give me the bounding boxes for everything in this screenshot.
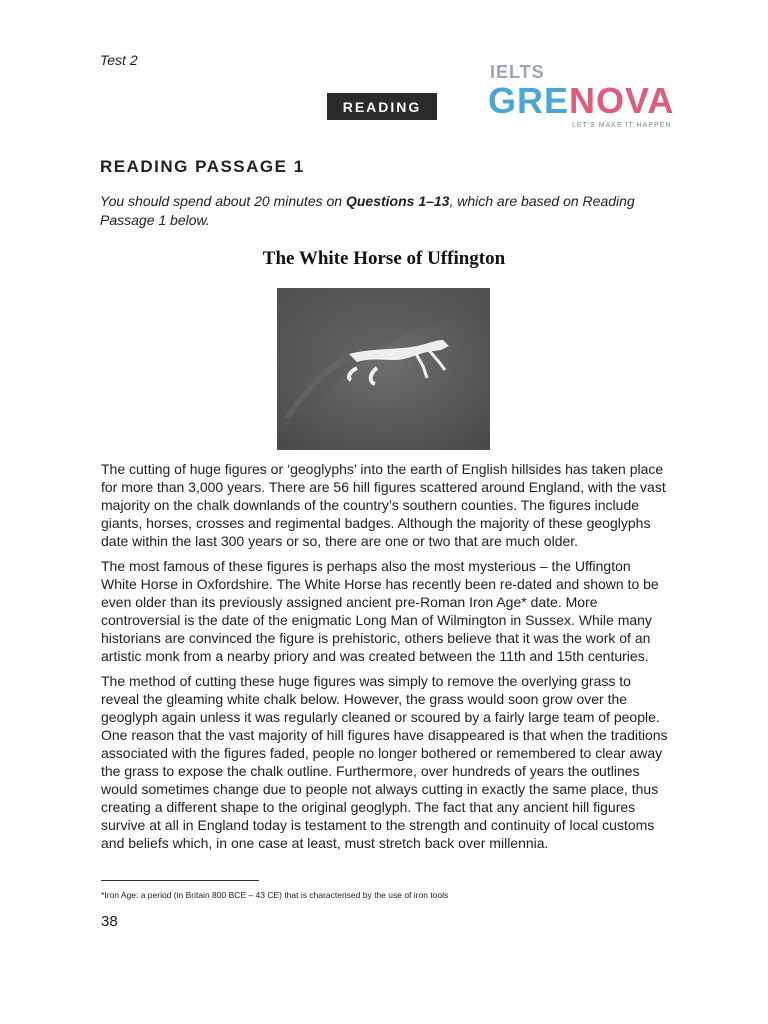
logo-ielts-text: IELTS [490,62,545,82]
instructions-before: You should spend about 20 minutes on [100,193,346,209]
logo-tagline: LET'S MAKE IT HAPPEN [572,122,672,129]
instructions-questions: Questions 1–13 [345,193,450,209]
logo-brand-part1: GRE [488,80,570,121]
passage-heading: READING PASSAGE 1 [100,157,305,176]
paragraph: The method of cutting these huge figures was simply to remove the overlying grass to reveal the gleaming white chalk below. However, the grass would soon grow over the geoglyph again unless it was regularly cleaned or scoured by a fairly large team of people. One reason that the vast majority of hill figures have disappeared is that when the traditions associated with the figures faded, people no longer bothered or remembered to clear away the grass to expose the chalk outline. Furthermore, over hundreds of years the outlines would sometimes change due to people not always cutting in exactly the same place, thus creating a different shape to the original geoglyph. The fact that any ancient hill figures survive at all in England today is testament to the strength and continuity of local customs and beliefs which, in one case at least, must stretch back over millennia. [101,673,668,851]
paragraph: The cutting of huge figures or ‘geoglyphs’ into the earth of English hillsides has taken place for more than 3,000 years. There are 56 hill figures scattered around England, with the vast majority on the chalk downlands of the country’s southern counties. The figures include giants, horses, crosses and regimental badges. Although the majority of these geoglyphs date within the last 300 years or so, there are one or two that are much older. [101,461,666,549]
test-label: Test 2 [100,52,138,68]
footnote: *Iron Age: a period (in Britain 800 BCE – 43 CE) that is characterised by the use of iron tools [101,890,449,900]
passage-instructions [100,192,660,230]
passage-title: The White Horse of Uffington [262,248,506,269]
paragraph: The most famous of these figures is perhaps also the most mysterious – the Uffington White Horse in Oxfordshire. The White Horse has recently been re-dated and shown to be even older than its previously assigned ancient pre-Roman Iron Age* date. More controversial is the date of the enigmatic Long Man of Wilmington in Sussex. While many historians are convinced the figure is prehistoric, others believe that it was the work of an artistic monk from a nearby priory and was created between the 11th and 15th centuries. [101,558,659,664]
passage-body [101,460,669,859]
logo-brand-text [488,80,674,122]
white-horse-image [277,288,490,450]
instructions-after: , which are based on Reading Passage 1 below. [100,193,635,228]
aerial-photo-white-horse [277,288,490,450]
section-badge: READING [327,93,437,120]
footnote-divider [101,880,259,881]
page-number: 38 [101,913,118,930]
brand-logo [484,60,680,136]
logo-brand-part2: NOVA [569,80,675,121]
